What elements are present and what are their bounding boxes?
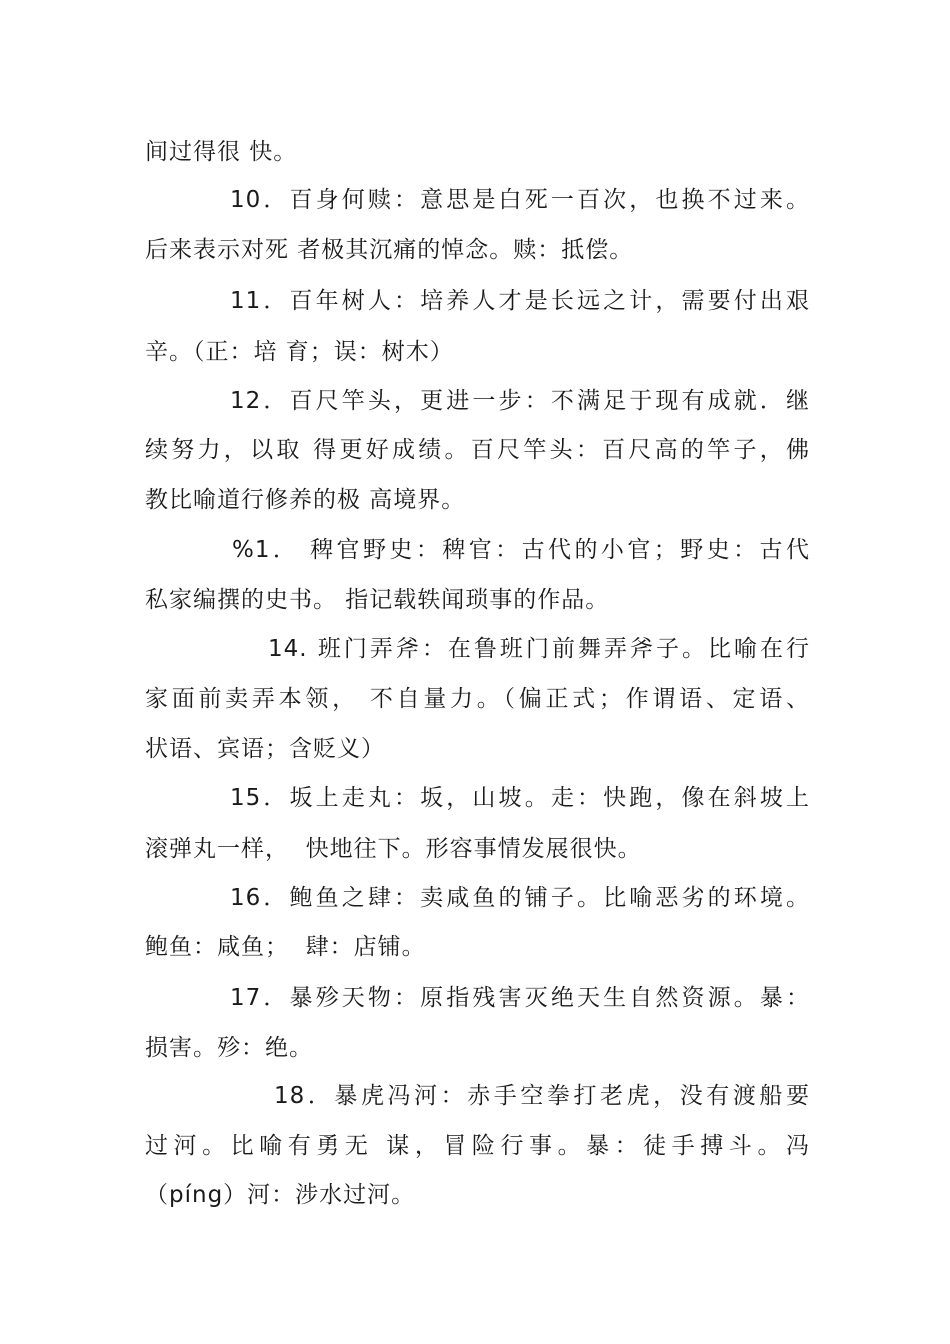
entry-intro-line-1: 间过得很 快。 — [145, 139, 298, 165]
entry-13-line-2: 私家编撰的史书。 指记载轶闻琐事的作品。 — [145, 587, 610, 613]
entry-18-line-3: （píng）河：涉水过河。 — [145, 1182, 416, 1208]
entry-11-line-1: 11．百年树人：培养人才是长远之计，需要付出艰 — [230, 288, 810, 314]
entry-16-line-1: 16．鲍鱼之肆：卖咸鱼的铺子。比喻恶劣的环境。 — [230, 885, 810, 911]
entry-14-line-1: 14. 班门弄斧：在鲁班门前舞弄斧子。比喻在行 — [268, 636, 810, 662]
entry-16-line-2: 鲍鱼：咸鱼； 肆：店铺。 — [145, 934, 426, 960]
entry-15-line-1: 15．坂上走丸：坂，山坡。走：快跑，像在斜坡上 — [230, 785, 810, 811]
entry-13-line-1: %1． 稗官野史：稗官：古代的小官；野史：古代 — [232, 537, 810, 563]
entry-10-line-1: 10．百身何赎：意思是白死一百次，也换不过来。 — [230, 187, 810, 213]
entry-12-line-2: 续努力，以取 得更好成绩。百尺竿头：百尺高的竿子，佛 — [145, 437, 810, 463]
entry-11-line-2: 辛。（正：培 育；误：树木） — [145, 339, 454, 365]
entry-14-line-2: 家面前卖弄本领， 不自量力。（偏正式；作谓语、定语、 — [145, 686, 810, 712]
entry-12-line-1: 12．百尺竿头，更进一步：不满足于现有成就．继 — [230, 388, 810, 414]
entry-18-line-1: 18．暴虎冯河：赤手空拳打老虎，没有渡船要 — [274, 1083, 810, 1109]
entry-14-line-3: 状语、宾语；含贬义） — [145, 736, 385, 762]
entry-17-line-1: 17．暴殄天物：原指残害灭绝天生自然资源。暴： — [230, 985, 810, 1011]
entry-17-line-2: 损害。殄：绝。 — [145, 1035, 313, 1061]
entry-15-line-2: 滚弹丸一样， 快地往下。形容事情发展很快。 — [145, 836, 642, 862]
entry-18-line-2: 过河。比喻有勇无 谋，冒险行事。暴：徒手搏斗。冯 — [145, 1133, 810, 1159]
entry-12-line-3: 教比喻道行修养的极 高境界。 — [145, 487, 466, 513]
entry-10-line-2: 后来表示对死 者极其沉痛的悼念。赎：抵偿。 — [145, 237, 634, 263]
